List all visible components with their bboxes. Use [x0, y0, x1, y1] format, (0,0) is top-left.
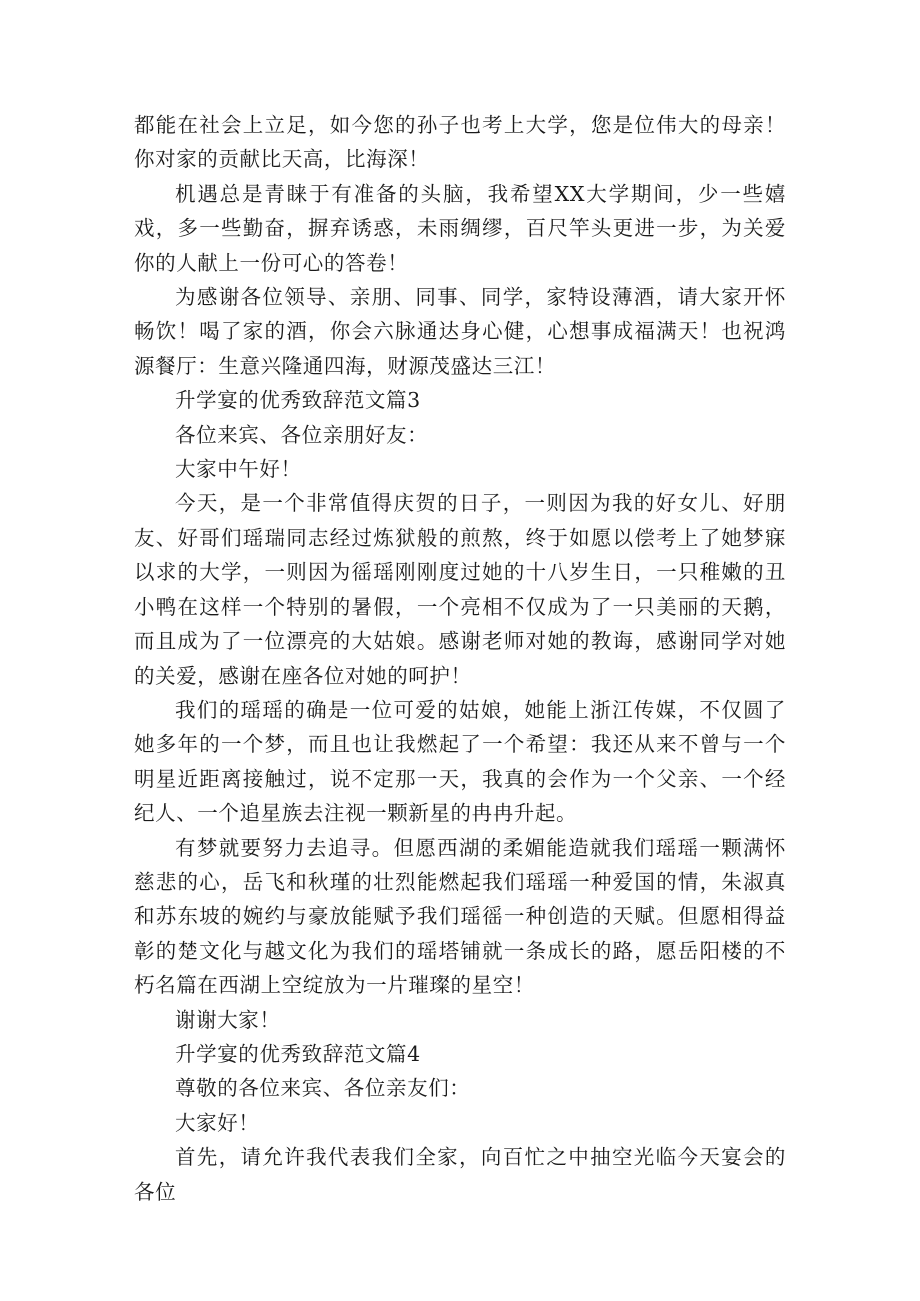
salutation: 尊敬的各位来宾、各位亲友们：: [175, 1076, 471, 1101]
document-page: [134, 108, 786, 1209]
greeting: 大家中午好！: [175, 457, 302, 482]
paragraph: 机遇总是青睐于有准备的头脑，我希望XX大学期间，少一些嬉戏，多一些勤奋，摒弃诱惑，未雨绸缪，百尺竿头更进一步，为关爱你的人献上一份可心的答卷！: [134, 181, 786, 275]
closing-line: 谢谢大家！: [175, 1007, 281, 1032]
paragraph: 首先，请允许我代表我们全家，向百忙之中抽空光临今天宴会的各位: [134, 1145, 786, 1204]
paragraph: 为感谢各位领导、亲朋、同事、同学，家特设薄酒，请大家开怀畅饮！喝了家的酒，你会六脉通达身心健，心想事成福满天！也祝鸿源餐厅：生意兴隆通四海，财源茂盛达三江！: [134, 285, 786, 378]
section-heading: 升学宴的优秀致辞范文篇4: [175, 1041, 421, 1066]
section-heading: 升学宴的优秀致辞范文篇3: [175, 388, 421, 413]
paragraph: 今天，是一个非常值得庆贺的日子，一则因为我的好女儿、好朋友、好哥们瑶瑞同志经过炼狱般的煎熬，终于如愿以偿考上了她梦寐以求的大学，一则因为徭瑶刚刚度过她的十八岁生日，一只稚嫩的丑小鸭在这样一个特别的暑假，一个亮相不仅成为了一只美丽的天鹅，而且成为了一位漂亮的大姑娘。感谢老师对她的教诲，感谢同学对她的关爱，感谢在座各位对她的呵护！: [134, 491, 786, 688]
paragraph: 有梦就要努力去追寻。但愿西湖的柔媚能造就我们瑶瑶一颗满怀慈悲的心，岳飞和秋瑾的壮烈能燃起我们瑶瑶一种爱国的情，朱淑真和苏东坡的婉约与豪放能赋予我们瑶徭一种创造的天赋。但愿相得益彰的楚文化与越文化为我们的瑶塔铺就一条成长的路，愿岳阳楼的不朽名篇在西湖上空绽放为一片璀璨的星空！: [134, 835, 786, 998]
paragraph: 我们的瑶瑶的确是一位可爱的姑娘，她能上浙江传媒，不仅圆了她多年的一个梦，而且也让我燃起了一个希望：我还从来不曾与一个明星近距离接触过，说不定那一天，我真的会作为一个父亲、一个经纪人、一个追星族去注视一颗新星的冉冉升起。: [134, 697, 786, 826]
greeting: 大家好！: [175, 1110, 260, 1135]
salutation: 各位来宾、各位亲朋好友：: [175, 422, 429, 447]
paragraph-continued: 都能在社会上立足，如今您的孙子也考上大学，您是位伟大的母亲！你对家的贡献比天高，比海深！: [134, 113, 786, 172]
